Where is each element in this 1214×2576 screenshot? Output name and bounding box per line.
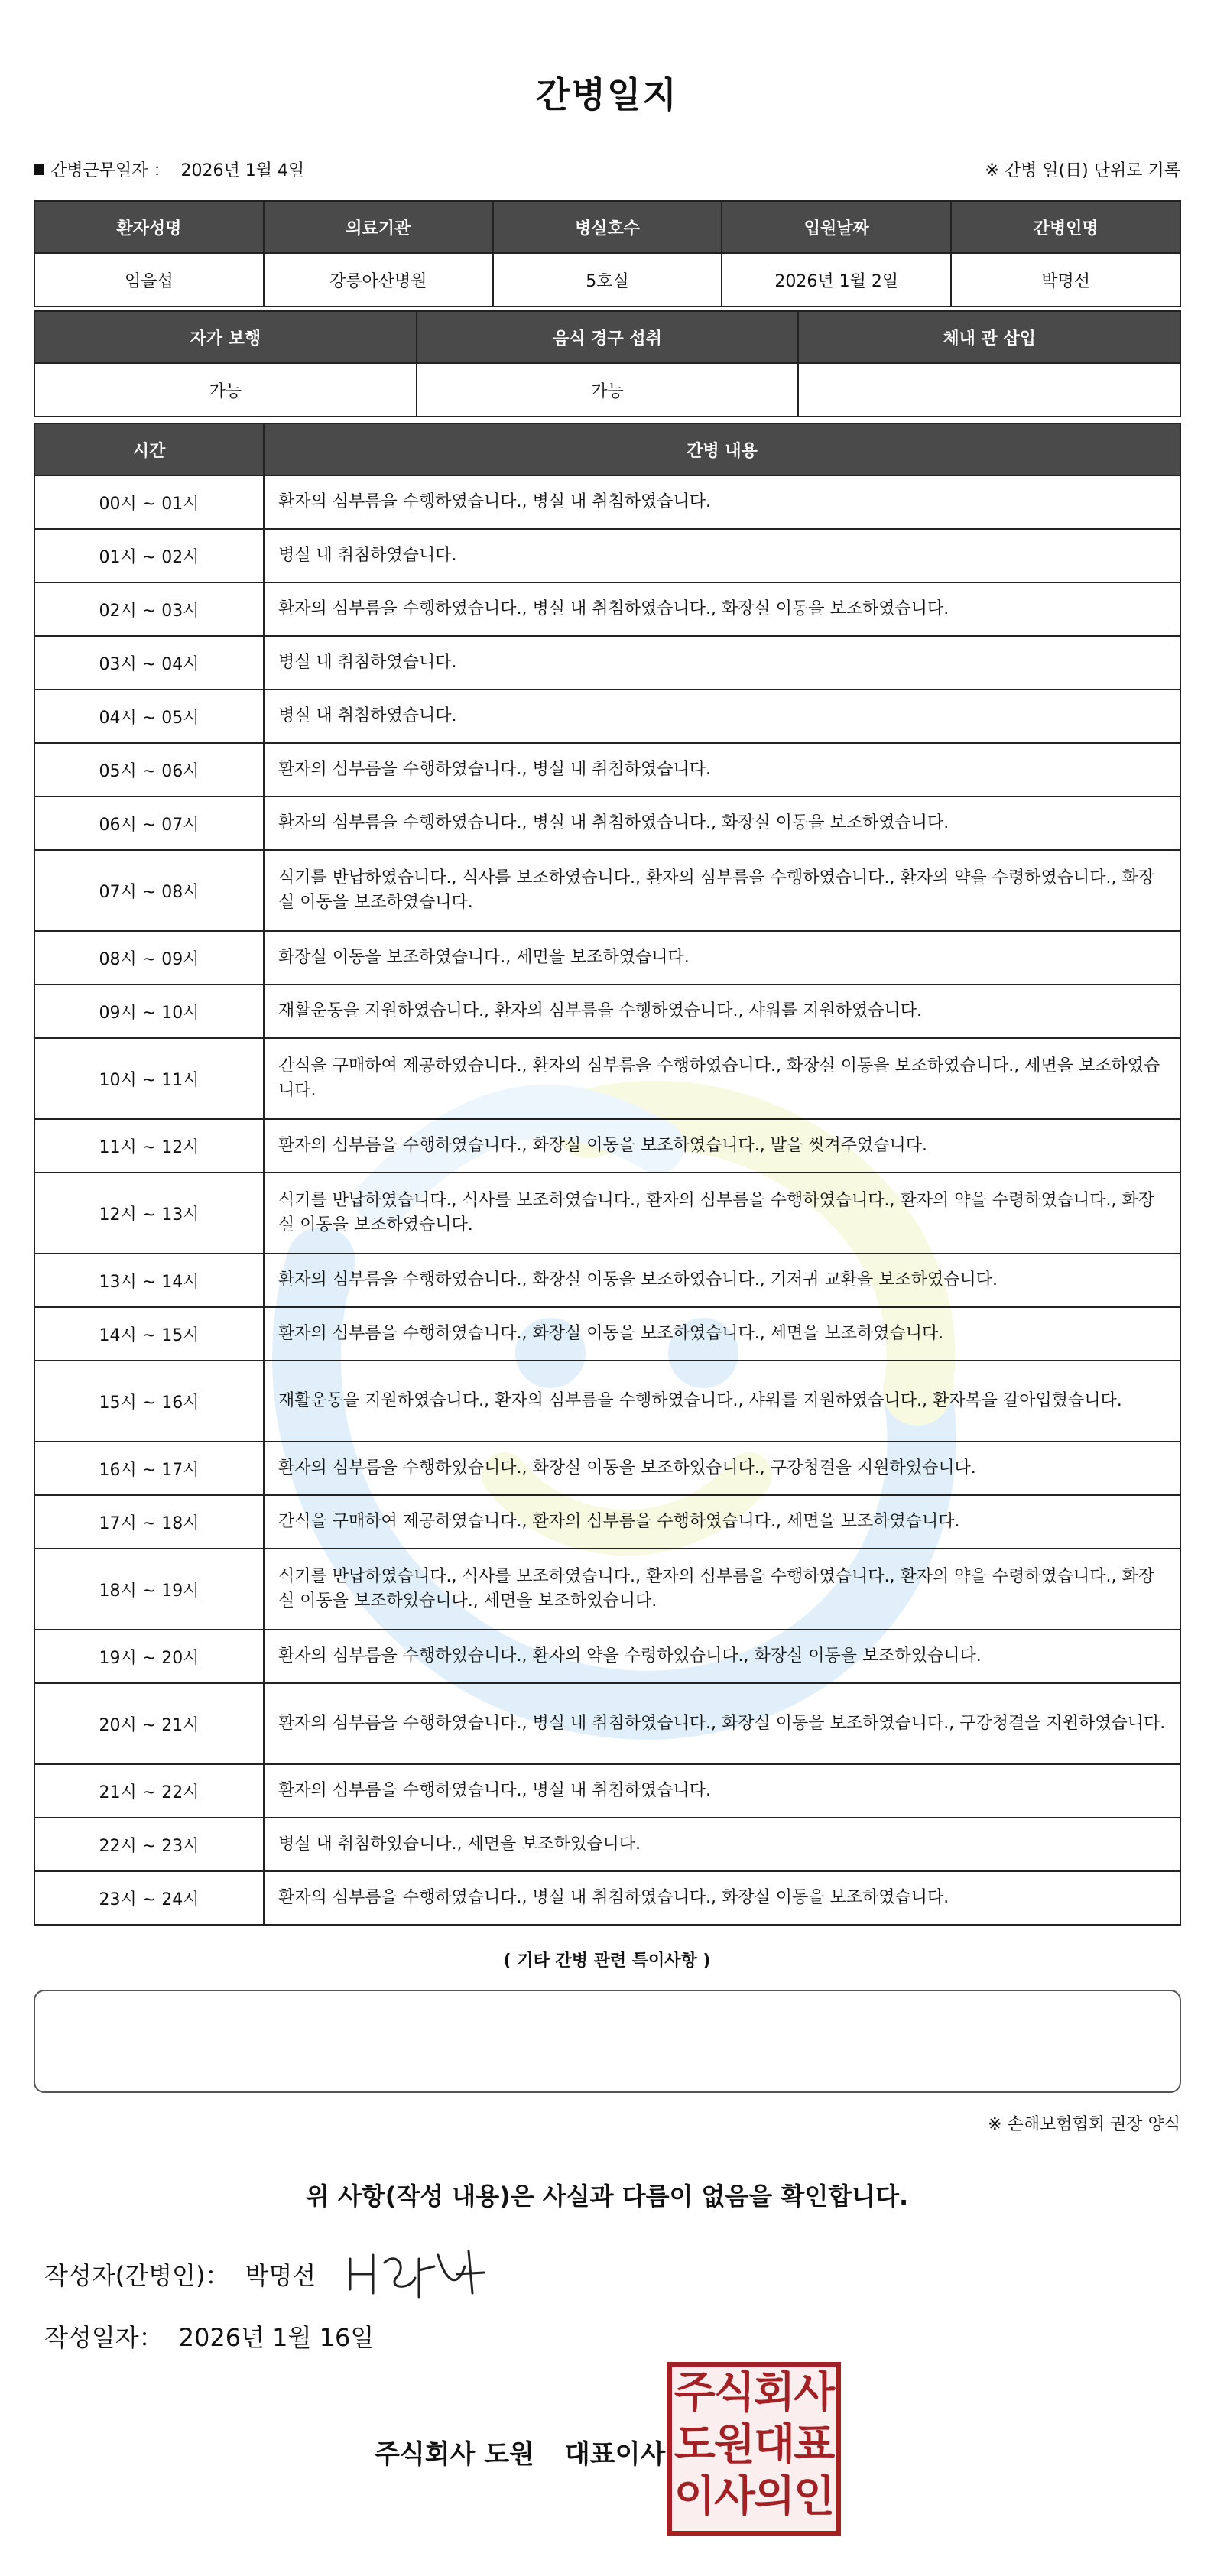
log-content: 환자의 심부름을 수행하였습니다., 병실 내 취침하였습니다., 화장실 이동을 보조하였습니다. [264,796,1180,850]
patient-header-name: 환자성명 [34,201,264,253]
writer-line [44,2256,316,2292]
company-seal-stamp [667,2362,841,2536]
table-row [34,1038,1180,1119]
log-content: 환자의 심부름을 수행하였습니다., 화장실 이동을 보조하였습니다., 발을 씻겨주었습니다. [264,1119,1180,1173]
table-row [34,689,1180,743]
log-time: 05시 ~ 06시 [34,743,264,796]
log-content: 식기를 반납하였습니다., 식사를 보조하였습니다., 환자의 심부름을 수행하였습니다., 환자의 약을 수령하였습니다., 화장실 이동을 보조하였습니다., 세면을 보조하였습니다. [264,1549,1180,1630]
log-content: 식기를 반납하였습니다., 식사를 보조하였습니다., 환자의 심부름을 수행하였습니다., 환자의 약을 수령하였습니다., 화장실 이동을 보조하였습니다. [264,850,1180,931]
representative-title: 대표이사 [564,2439,666,2470]
log-time: 21시 ~ 22시 [34,1764,264,1818]
log-time: 07시 ~ 08시 [34,850,264,931]
log-time: 12시 ~ 13시 [34,1173,264,1254]
handwritten-signature [342,2236,488,2305]
writer-label: 작성자(간병인)： [44,2261,230,2290]
log-header-content: 간병 내용 [264,423,1180,475]
patient-header-hospital: 의료기관 [264,201,493,253]
log-content: 화장실 이동을 보조하였습니다., 세면을 보조하였습니다. [264,931,1180,985]
work-date-label: 간병근무일자 ： [50,161,170,180]
table-row [34,1764,1180,1818]
work-date [34,157,304,181]
notes-box [34,1990,1181,2093]
seal-line: 주식회사 [674,2368,834,2418]
table-row [34,1361,1180,1442]
table-row [34,743,1180,796]
work-date-line [34,157,1180,183]
log-content: 간식을 구매하여 제공하였습니다., 환자의 심부름을 수행하였습니다., 세면을 보조하였습니다. [264,1495,1180,1549]
log-content: 병실 내 취침하였습니다. [264,529,1180,582]
status-tube [798,363,1180,417]
log-time: 10시 ~ 11시 [34,1038,264,1119]
log-time: 02시 ~ 03시 [34,582,264,636]
patient-header-admission: 입원날짜 [722,201,951,253]
table-row [34,985,1180,1038]
written-date: 2026년 1월 16일 [178,2323,375,2352]
log-content: 환자의 심부름을 수행하였습니다., 병실 내 취침하였습니다., 화장실 이동을 보조하였습니다. [264,1871,1180,1925]
caregiver-name: 박명선 [951,253,1180,307]
log-content: 재활운동을 지원하였습니다., 환자의 심부름을 수행하였습니다., 샤워를 지원하였습니다., 환자복을 갈아입혔습니다. [264,1361,1180,1442]
log-content: 환자의 심부름을 수행하였습니다., 병실 내 취침하였습니다. [264,1764,1180,1818]
table-row [34,1119,1180,1173]
notes-title: ( 기타 간병 관련 특이사항 ) [503,1951,711,1971]
document-title: 간병일지 [536,74,678,115]
log-content: 환자의 심부름을 수행하였습니다., 병실 내 취침하였습니다. [264,743,1180,796]
log-time: 06시 ~ 07시 [34,796,264,850]
work-date-value: 2026년 1월 4일 [180,161,305,180]
log-content: 재활운동을 지원하였습니다., 환자의 심부름을 수행하였습니다., 샤워를 지원하였습니다. [264,985,1180,1038]
table-row [34,582,1180,636]
confirmation-statement: 위 사항(작성 내용)은 사실과 다름이 없음을 확인합니다. [305,2182,909,2211]
written-date-label: 작성일자： [44,2323,164,2352]
table-row [34,1495,1180,1549]
patient-status-table [34,310,1181,417]
patient-header-caregiver: 간병인명 [951,201,1180,253]
log-content: 환자의 심부름을 수행하였습니다., 환자의 약을 수령하였습니다., 화장실 이동을 보조하였습니다. [264,1630,1180,1683]
log-time: 13시 ~ 14시 [34,1254,264,1307]
log-content: 환자의 심부름을 수행하였습니다., 병실 내 취침하였습니다., 화장실 이동을 보조하였습니다. [264,582,1180,636]
admission-date: 2026년 1월 2일 [722,253,951,307]
written-date-line [44,2318,374,2354]
log-content: 병실 내 취침하였습니다. [264,689,1180,743]
form-source-note: ※ 손해보험협회 권장 양식 [988,2115,1180,2134]
table-row [34,1549,1180,1630]
log-time: 11시 ~ 12시 [34,1119,264,1173]
status-header-oral-intake: 음식 경구 섭취 [417,311,799,363]
log-time: 08시 ~ 09시 [34,931,264,985]
log-time: 22시 ~ 23시 [34,1818,264,1871]
table-row [34,931,1180,985]
room-number: 5호실 [493,253,722,307]
company-name: 주식회사 도원 [375,2439,534,2470]
log-content: 병실 내 취침하였습니다. [264,636,1180,689]
seal-line: 도원대표 [674,2420,834,2470]
log-content: 환자의 심부름을 수행하였습니다., 화장실 이동을 보조하였습니다., 세면을 보조하였습니다. [264,1307,1180,1361]
log-content: 식기를 반납하였습니다., 식사를 보조하였습니다., 환자의 심부름을 수행하였습니다., 환자의 약을 수령하였습니다., 화장실 이동을 보조하였습니다. [264,1173,1180,1254]
table-row [34,636,1180,689]
log-time: 17시 ~ 18시 [34,1495,264,1549]
care-log-table [34,423,1181,1926]
patient-name: 엄을섭 [34,253,264,307]
log-time: 18시 ~ 19시 [34,1549,264,1630]
seal-line: 이사의인 [674,2472,834,2522]
table-row [34,529,1180,582]
log-time: 23시 ~ 24시 [34,1871,264,1925]
log-time: 20시 ~ 21시 [34,1683,264,1764]
table-row [34,1442,1180,1495]
log-time: 00시 ~ 01시 [34,475,264,529]
log-time: 03시 ~ 04시 [34,636,264,689]
log-time: 14시 ~ 15시 [34,1307,264,1361]
status-header-tube: 체내 관 삽입 [798,311,1180,363]
table-row [34,1871,1180,1925]
log-time: 15시 ~ 16시 [34,1361,264,1442]
log-content: 간식을 구매하여 제공하였습니다., 환자의 심부름을 수행하였습니다., 화장실 이동을 보조하였습니다., 세면을 보조하였습니다. [264,1038,1180,1119]
status-header-walking: 자가 보행 [34,311,417,363]
table-row [34,1254,1180,1307]
hospital-name: 강릉아산병원 [264,253,493,307]
log-content: 환자의 심부름을 수행하였습니다., 화장실 이동을 보조하였습니다., 구강청결을 지원하였습니다. [264,1442,1180,1495]
table-row [34,1173,1180,1254]
table-row [34,1630,1180,1683]
log-content: 환자의 심부름을 수행하였습니다., 병실 내 취침하였습니다. [264,475,1180,529]
log-time: 01시 ~ 02시 [34,529,264,582]
log-time: 19시 ~ 20시 [34,1630,264,1683]
record-unit-note: ※ 간병 일(日) 단위로 기록 [985,161,1180,180]
writer-name: 박명선 [245,2261,316,2290]
log-content: 환자의 심부름을 수행하였습니다., 병실 내 취침하였습니다., 화장실 이동을 보조하였습니다., 구강청결을 지원하였습니다. [264,1683,1180,1764]
table-row [34,850,1180,931]
status-oral-intake: 가능 [417,363,799,417]
status-walking: 가능 [34,363,417,417]
table-row [34,796,1180,850]
log-header-time: 시간 [34,423,264,475]
table-row [34,1307,1180,1361]
log-time: 09시 ~ 10시 [34,985,264,1038]
table-row [34,1818,1180,1871]
patient-header-room: 병실호수 [493,201,722,253]
table-row [34,1683,1180,1764]
square-bullet-icon [34,164,44,175]
table-row [34,475,1180,529]
log-time: 04시 ~ 05시 [34,689,264,743]
company-line [375,2433,665,2471]
patient-info-table [34,200,1181,307]
log-content: 환자의 심부름을 수행하였습니다., 화장실 이동을 보조하였습니다., 기저귀 교환을 보조하였습니다. [264,1254,1180,1307]
log-time: 16시 ~ 17시 [34,1442,264,1495]
log-content: 병실 내 취침하였습니다., 세면을 보조하였습니다. [264,1818,1180,1871]
